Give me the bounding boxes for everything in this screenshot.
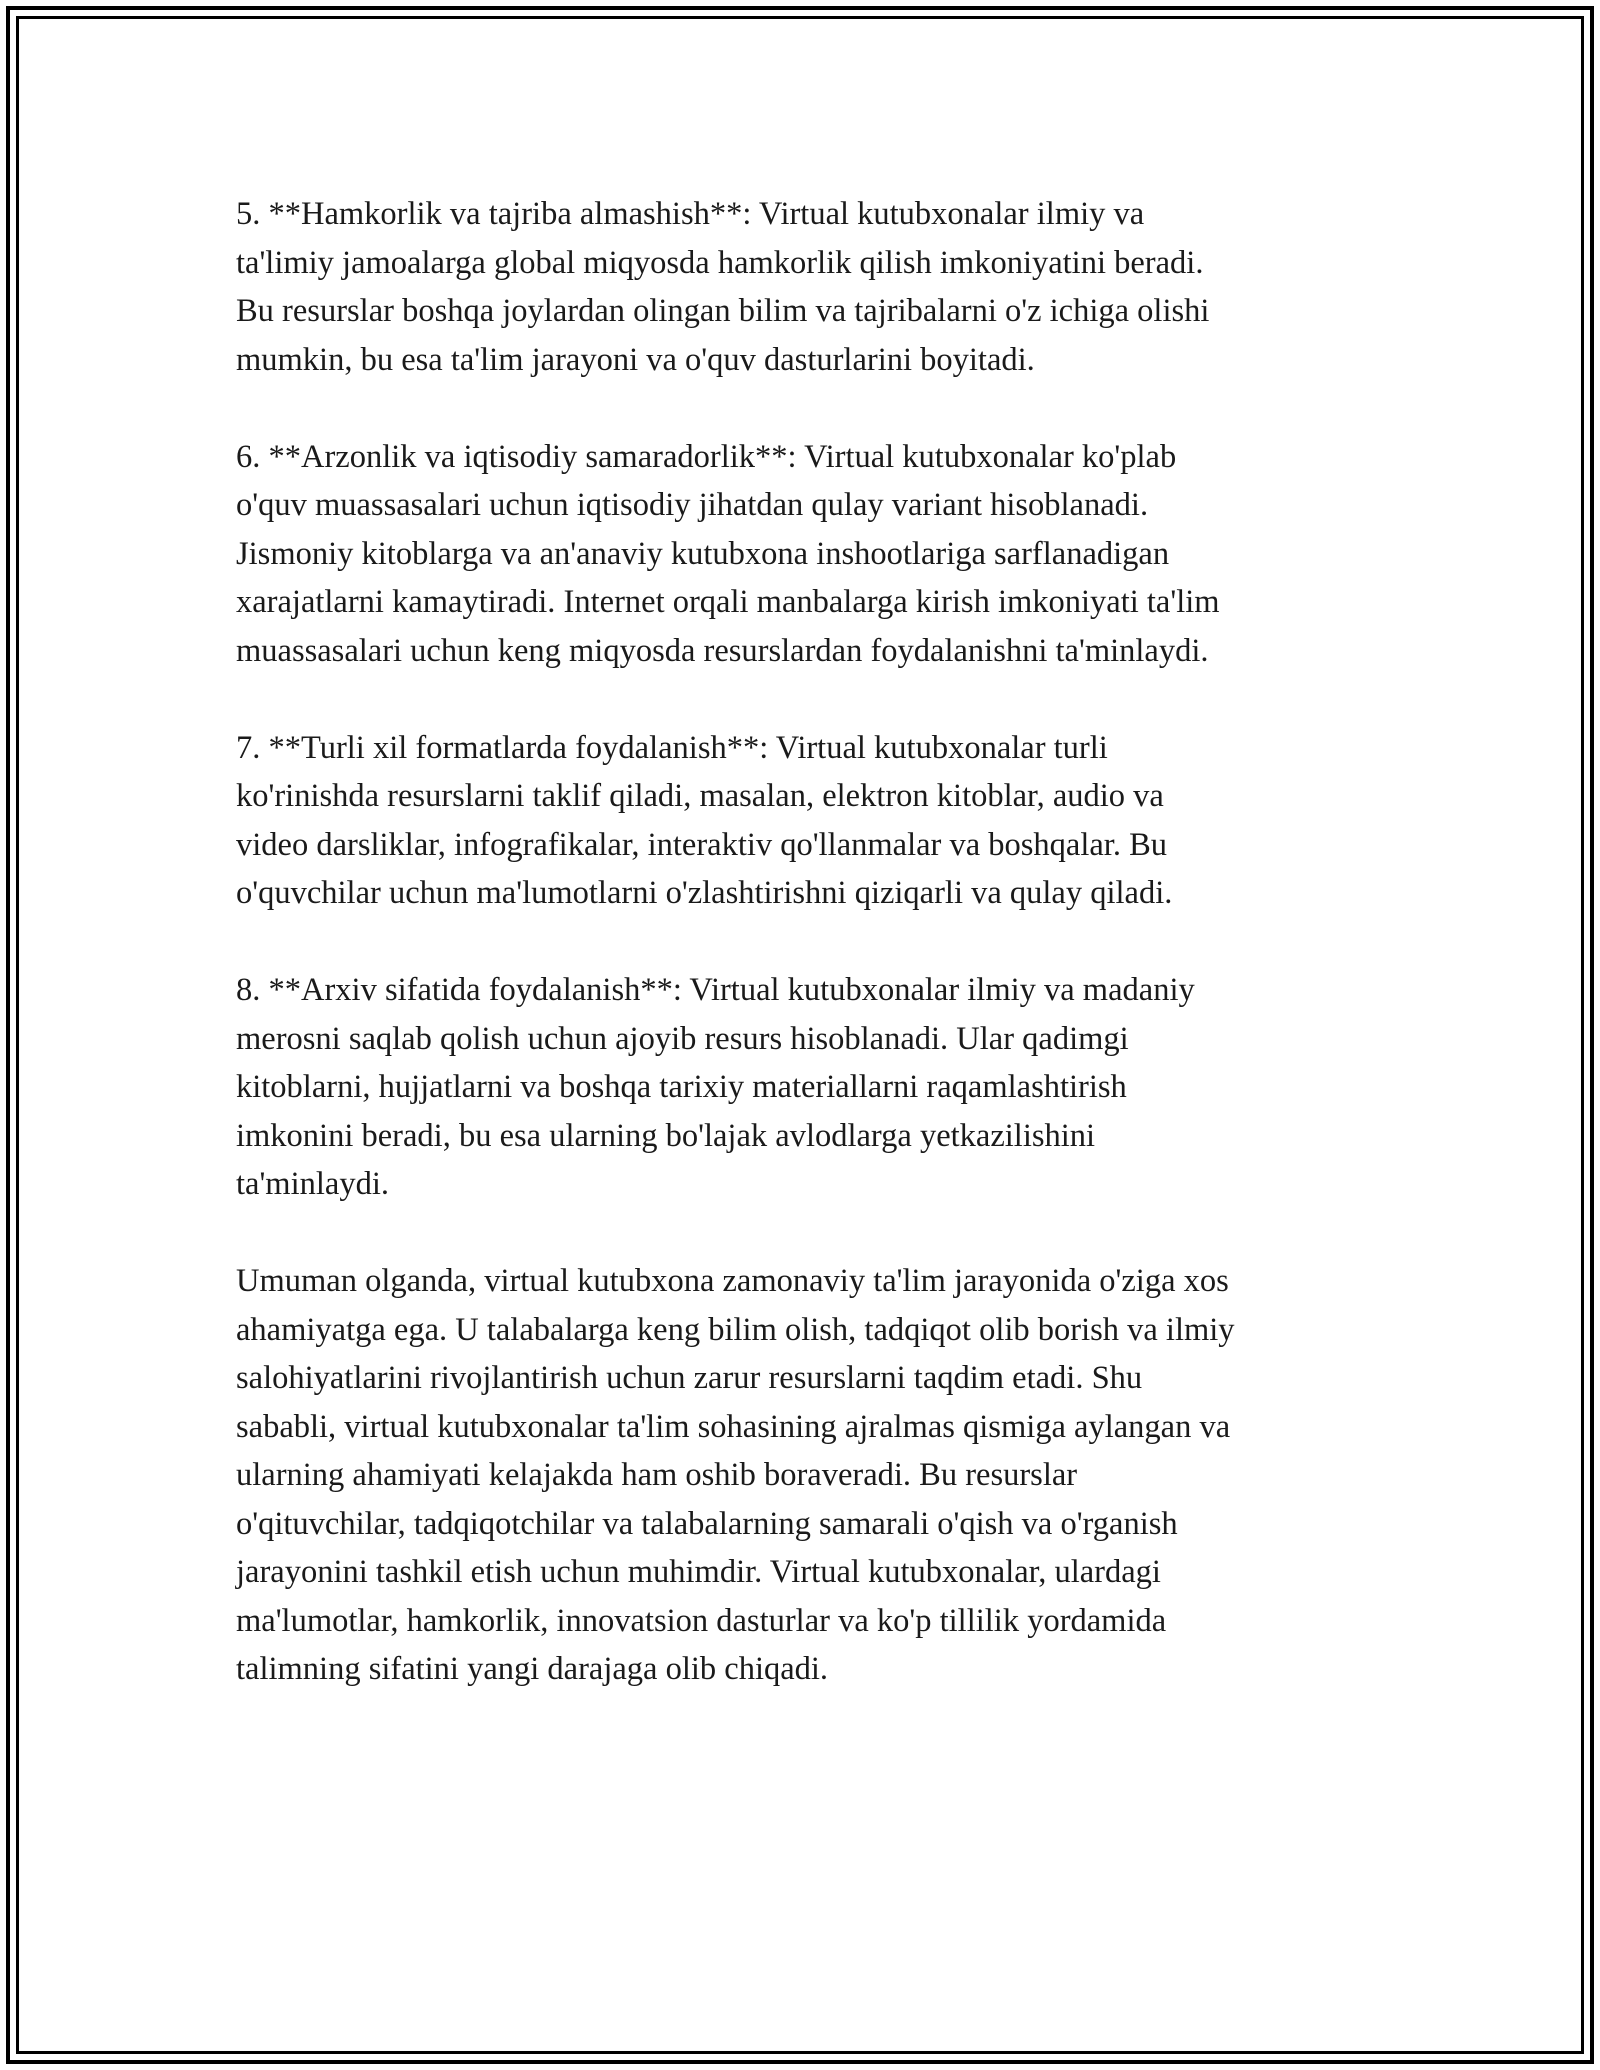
paragraph-line: ta'minlaydi. bbox=[236, 1166, 389, 1202]
paragraph-line: mumkin, bu esa ta'lim jarayoni va o'quv dasturlarini boyitadi. bbox=[236, 341, 1035, 378]
paragraph-line: Jismoniy kitoblarga va an'anaviy kutubxona inshootlariga sarflanadigan bbox=[236, 535, 1170, 572]
paragraph-line: o'quvchilar uchun ma'lumotlarni o'zlashtirishni qiziqarli va qulay qiladi. bbox=[236, 875, 1173, 911]
paragraph-line: o'qituvchilar, tadqiqotchilar va talabalarning samarali o'qish va o'rganish bbox=[236, 1505, 1178, 1542]
paragraph-line: muassasalari uchun keng miqyosda resurslardan foydalanishni ta'minlaydi. bbox=[236, 632, 1209, 669]
paragraph-line: o'quv muassasalari uchun iqtisodiy jihatdan qulay variant hisoblanadi. bbox=[236, 487, 1149, 523]
paragraph-line: merosni saqlab qolish uchun ajoyib resurs hisoblanadi. Ular qadimgi bbox=[236, 1020, 1129, 1057]
paragraph-line: Bu resurslar boshqa joylardan olingan bilim va tajribalarni o'z ichiga olishi bbox=[236, 293, 1210, 329]
paragraph-line: ta'limiy jamoalarga global miqyosda hamkorlik qilish imkoniyatini beradi. bbox=[236, 244, 1204, 281]
paragraph-line: xarajatlarni kamaytiradi. Internet orqali manbalarga kirish imkoniyati ta'lim bbox=[236, 584, 1220, 620]
paragraph-line: sababli, virtual kutubxonalar ta'lim sohasining ajralmas qismiga aylangan va bbox=[236, 1408, 1231, 1445]
paragraph-formatlar bbox=[236, 724, 1396, 918]
paragraph-line: ahamiyatga ega. U talabalarga keng bilim olish, tadqiqot olib borish va ilmiy bbox=[236, 1311, 1235, 1348]
paragraph-line: ularning ahamiyati kelajakda ham oshib boraveradi. Bu resurslar bbox=[236, 1457, 1078, 1493]
paragraph-line: 6. **Arzonlik va iqtisodiy samaradorlik**: Virtual kutubxonalar ko'plab bbox=[236, 438, 1177, 475]
paragraph-hamkorlik bbox=[236, 190, 1396, 384]
paragraph-line: video darsliklar, infografikalar, interaktiv qo'llanmalar va boshqalar. Bu bbox=[236, 826, 1168, 863]
paragraph-line: ko'rinishda resurslarni taklif qiladi, masalan, elektron kitoblar, audio va bbox=[236, 778, 1164, 814]
paragraph-arzonlik bbox=[236, 433, 1396, 676]
paragraph-line: salohiyatlarini rivojlantirish uchun zarur resurslarni taqdim etadi. Shu bbox=[236, 1360, 1143, 1396]
paragraph-line: 5. **Hamkorlik va tajriba almashish**: Virtual kutubxonalar ilmiy va bbox=[236, 196, 1145, 232]
paragraph-line: Umuman olganda, virtual kutubxona zamonaviy ta'lim jarayonida o'ziga xos bbox=[236, 1263, 1229, 1299]
paragraph-line: kitoblarni, hujjatlarni va boshqa tarixiy materiallarni raqamlashtirish bbox=[236, 1069, 1127, 1105]
paragraph-line: talimning sifatini yangi darajaga olib chiqadi. bbox=[236, 1651, 829, 1687]
paragraph-line: ma'lumotlar, hamkorlik, innovatsion dasturlar va ko'p tillilik yordamida bbox=[236, 1602, 1167, 1639]
paragraph-line: jarayonini tashkil etish uchun muhimdir. Virtual kutubxonalar, ulardagi bbox=[236, 1554, 1161, 1590]
paragraph-line: 7. **Turli xil formatlarda foydalanish**: Virtual kutubxonalar turli bbox=[236, 729, 1108, 766]
paragraph-line: 8. **Arxiv sifatida foydalanish**: Virtual kutubxonalar ilmiy va madaniy bbox=[236, 972, 1195, 1008]
paragraph-arxiv bbox=[236, 966, 1396, 1209]
paragraph-conclusion bbox=[236, 1257, 1396, 1694]
paragraph-line: imkonini beradi, bu esa ularning bo'lajak avlodlarga yetkazilishini bbox=[236, 1117, 1096, 1154]
document-body bbox=[236, 190, 1396, 1742]
